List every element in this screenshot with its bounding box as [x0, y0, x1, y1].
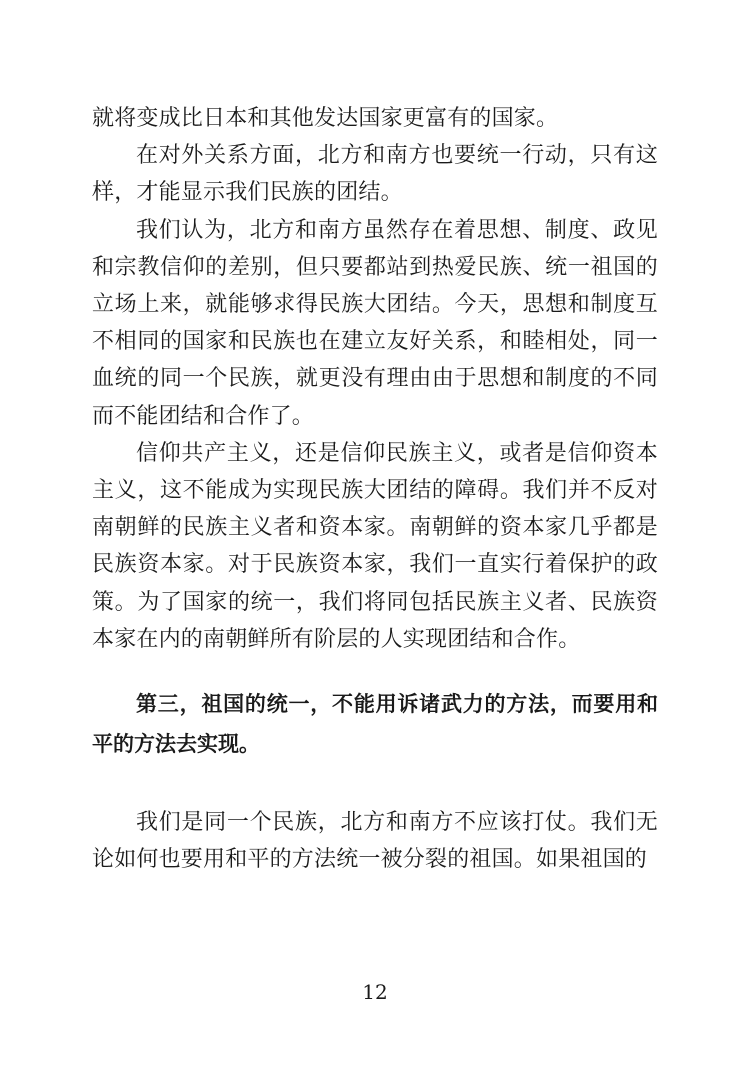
paragraph-continuation: 就将变成比日本和其他发达国家更富有的国家。 — [92, 106, 559, 131]
document-body — [92, 100, 658, 878]
paragraph-national-unity: 我们认为，北方和南方虽然存在着思想、制度、政见和宗教信仰的差别，但只要都站到热爱民族、统一祖国的立场上来，就能够求得民族大团结。今天，思想和制度互不相同的国家和民族也在建立友好关系，和睦相处，同一血统的同一个民族，就更没有理由由于思想和制度的不同而不能团结和合作了。 — [92, 217, 658, 429]
page-number: 12 — [362, 980, 388, 1004]
paragraph-foreign-relations: 在对外关系方面，北方和南方也要统一行动，只有这样，才能显示我们民族的团结。 — [92, 143, 658, 206]
paragraph-peaceful-reunification: 我们是同一个民族，北方和南方不应该打仗。我们无论如何也要用和平的方法统一被分裂的祖国。如果祖国的 — [92, 810, 658, 873]
section-heading-third-principle: 第三，祖国的统一，不能用诉诸武力的方法，而要用和平的方法去实现。 — [92, 692, 658, 757]
paragraph-ideology: 信仰共产主义，还是信仰民族主义，或者是信仰资本主义，这不能成为实现民族大团结的障碍。我们并不反对南朝鲜的民族主义者和资本家。南朝鲜的资本家几乎都是民族资本家。对于民族资本家，我们一直实行着保护的政策。为了国家的统一，我们将同包括民族主义者、民族资本家在内的南朝鲜所有阶层的人实现团结和合作。 — [92, 440, 658, 652]
